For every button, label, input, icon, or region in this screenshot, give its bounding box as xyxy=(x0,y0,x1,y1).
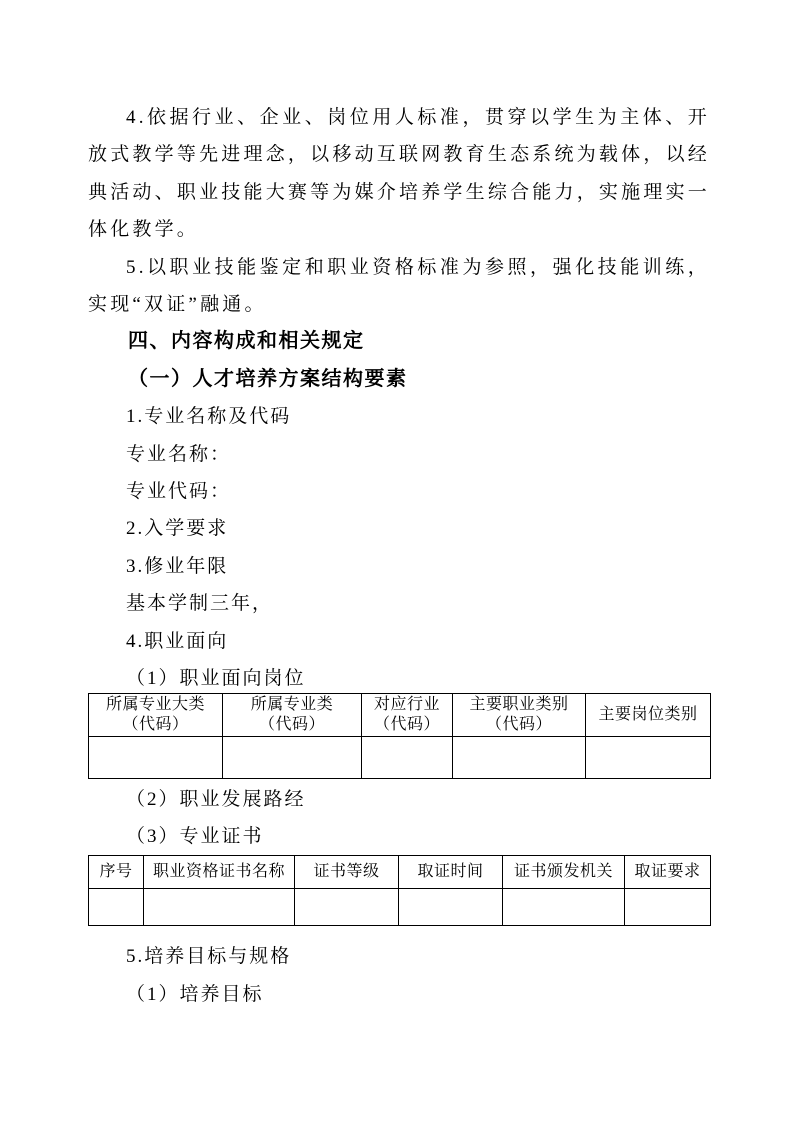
item-job-orientation: 4.职业面向 xyxy=(126,630,229,652)
certificates-header-row xyxy=(89,856,711,889)
item-career-path: （2）职业发展路经 xyxy=(126,788,306,810)
header-major-class: 所属专业类 （代码） xyxy=(223,693,362,736)
certificates-empty-row xyxy=(89,889,711,926)
item-basic-schooling: 基本学制三年， xyxy=(126,593,274,615)
empty-cell xyxy=(453,736,586,778)
header-obtain-time: 取证时间 xyxy=(399,856,503,889)
paragraph-dual-certificate: 5.以职业技能鉴定和职业资格标准为参照，强化技能训练，实现“双证”融通。 xyxy=(88,256,710,316)
header-issuing-authority: 证书颁发机关 xyxy=(503,856,625,889)
job-orientation-table xyxy=(88,693,711,779)
empty-cell xyxy=(625,889,711,926)
item-training-objectives: 5.培养目标与规格 xyxy=(126,946,292,968)
empty-cell xyxy=(503,889,625,926)
header-major-category: 所属专业大类 （代码） xyxy=(89,693,223,736)
job-orientation-header-row xyxy=(89,693,711,736)
empty-cell xyxy=(223,736,362,778)
header-certificate-name: 职业资格证书名称 xyxy=(144,856,295,889)
page-content xyxy=(88,99,710,1013)
subsection-heading: （一）人才培养方案结构要素 xyxy=(128,367,408,390)
empty-cell xyxy=(89,736,223,778)
item-orientation-posts: （1）职业面向岗位 xyxy=(126,668,306,690)
item-major-code: 专业代码： xyxy=(126,481,232,503)
empty-cell xyxy=(362,736,453,778)
item-training-objective-sub: （1）培养目标 xyxy=(126,983,264,1005)
empty-cell xyxy=(399,889,503,926)
header-serial-number: 序号 xyxy=(89,856,144,889)
certificates-table xyxy=(88,855,711,926)
item-certificates: （3）专业证书 xyxy=(126,825,264,847)
empty-cell xyxy=(144,889,295,926)
section-heading: 四、内容构成和相关规定 xyxy=(128,330,365,353)
paragraph-teaching-concept: 4.依据行业、企业、岗位用人标准，贯穿以学生为主体、开放式教学等先进理念，以移动互联网教育生态系统为载体，以经典活动、职业技能大赛等为媒介培养学生综合能力，实施理实一体化教学。 xyxy=(88,107,710,241)
job-orientation-empty-row xyxy=(89,736,711,778)
empty-cell xyxy=(295,889,399,926)
item-major-name: 专业名称： xyxy=(126,443,232,465)
header-certificate-level: 证书等级 xyxy=(295,856,399,889)
item-major-name-code: 1.专业名称及代码 xyxy=(126,406,292,428)
header-industry: 对应行业 （代码） xyxy=(362,693,453,736)
empty-cell xyxy=(89,889,144,926)
item-admission-requirement: 2.入学要求 xyxy=(126,518,229,540)
empty-cell xyxy=(586,736,711,778)
item-study-duration: 3.修业年限 xyxy=(126,555,229,577)
header-post-category: 主要岗位类别 xyxy=(586,693,711,736)
header-obtain-requirement: 取证要求 xyxy=(625,856,711,889)
header-occupation-category: 主要职业类别 （代码） xyxy=(453,693,586,736)
